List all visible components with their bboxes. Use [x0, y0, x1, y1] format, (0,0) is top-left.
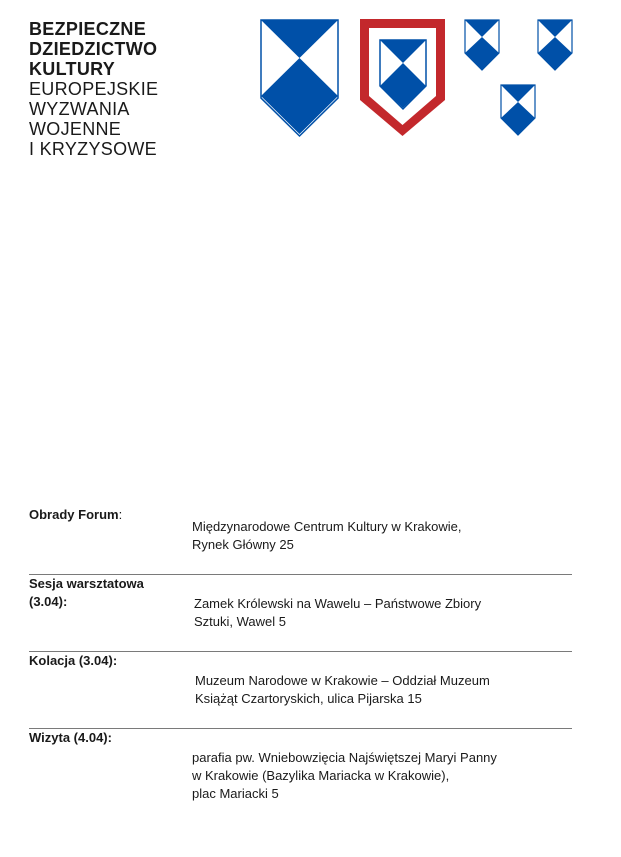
- schedule-value: [194, 595, 572, 631]
- emblem-group: [0, 0, 621, 150]
- schedule-label: [29, 506, 184, 524]
- title-line: KULTURY: [29, 59, 116, 79]
- subtitle-line: WOJENNE: [29, 119, 122, 139]
- schedule-label-bold: Wizyta (4.04):: [29, 730, 112, 745]
- subtitle-line: WYZWANIA: [29, 99, 130, 119]
- small-shield-emblem-icon: [501, 85, 535, 135]
- schedule-label-bold: Obrady Forum: [29, 507, 119, 522]
- schedule-value-line: Międzynarodowe Centrum Kultury w Krakowie,: [192, 519, 462, 534]
- subtitle-line: I KRYZYSOWE: [29, 139, 157, 159]
- small-shield-emblem-icon: [465, 20, 499, 70]
- schedule-label: [29, 652, 184, 670]
- schedule-label: [29, 575, 184, 611]
- title-line: DZIEDZICTWO: [29, 39, 158, 59]
- schedule-value-line: Książąt Czartoryskich, ulica Pijarska 15: [195, 691, 422, 706]
- schedule-value: [192, 518, 572, 554]
- schedule-value-line: plac Mariacki 5: [192, 786, 279, 801]
- schedule-row-forum: [29, 506, 572, 574]
- schedule-value: [192, 749, 572, 803]
- schedule-row-workshop: [29, 575, 572, 651]
- blue-shield-emblem-icon: [261, 20, 338, 136]
- schedule-value-line: Muzeum Narodowe w Krakowie – Oddział Muzeum: [195, 673, 490, 688]
- subtitle-line: EUROPEJSKIE: [29, 79, 159, 99]
- schedule-value-line: w Krakowie (Bazylika Mariacka w Krakowie),: [192, 768, 450, 783]
- red-framed-shield-emblem-icon: [360, 19, 445, 136]
- event-schedule: [29, 506, 572, 813]
- schedule-label-bold: Sesja warsztatowa: [29, 576, 144, 591]
- schedule-value-line: Sztuki, Wawel 5: [194, 614, 286, 629]
- schedule-row-visit: [29, 729, 572, 813]
- schedule-value-line: parafia pw. Wniebowzięcia Najświętszej Maryi Panny: [192, 750, 497, 765]
- schedule-label-bold: Kolacja (3.04):: [29, 653, 118, 668]
- small-shield-emblem-icon: [538, 20, 572, 70]
- schedule-label: [29, 729, 184, 747]
- schedule-row-dinner: [29, 652, 572, 728]
- schedule-label-bold: (3.04):: [29, 594, 68, 609]
- schedule-value-line: Zamek Królewski na Wawelu – Państwowe Zbiory: [194, 596, 482, 611]
- schedule-value: [195, 672, 572, 708]
- schedule-label-suffix: :: [118, 507, 123, 522]
- title-line: BEZPIECZNE: [29, 19, 147, 39]
- schedule-value-line: Rynek Główny 25: [192, 537, 294, 552]
